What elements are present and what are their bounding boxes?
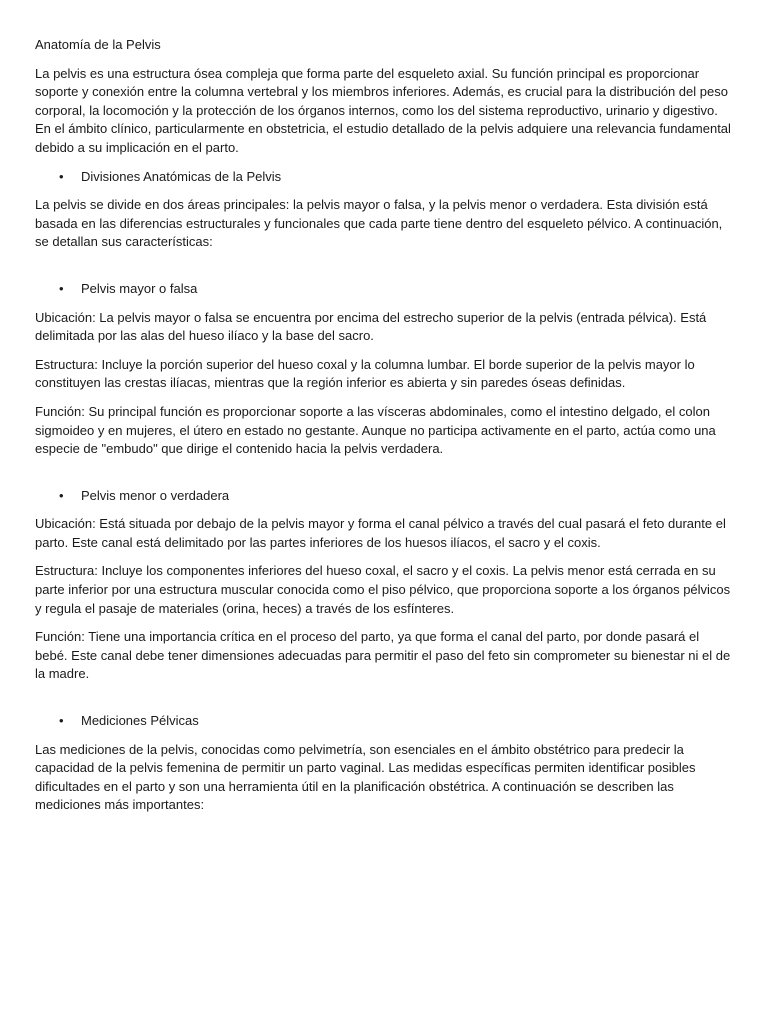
bullet-icon: •: [59, 168, 64, 184]
mayor-ubicacion-paragraph: Ubicación: La pelvis mayor o falsa se encuentra por encima del estrecho superior de la pelvis (entrada pélvica). Está delimitada por las alas del hueso ilíaco y la base del sacro.: [35, 309, 707, 344]
divisiones-paragraph: La pelvis se divide en dos áreas principales: la pelvis mayor o falsa, y la pelvis menor o verdadera. Esta división está basada en las diferencias estructurales y funcionales que cada parte tiene dentro del esqueleto pélvico. A continuación, se detallan sus características:: [35, 197, 723, 250]
document-title: Anatomía de la Pelvis: [35, 37, 161, 52]
bullet-icon: •: [59, 487, 64, 503]
spacer: [35, 262, 735, 280]
document-page: [35, 36, 735, 825]
section-heading-pelvis-mayor: Pelvis mayor o falsa: [81, 280, 198, 296]
spacer: [35, 469, 735, 487]
section-heading-mediciones: Mediciones Pélvicas: [81, 713, 199, 729]
bullet-icon: •: [59, 713, 64, 729]
menor-ubicacion-paragraph: Ubicación: Está situada por debajo de la pelvis mayor y forma el canal pélvico a través del cual pasará el feto durante el parto. Este canal está delimitado por las partes inferiores de los huesos ilíacos, el sacro y el coxis.: [35, 516, 726, 550]
intro-paragraph: La pelvis es una estructura ósea compleja que forma parte del esqueleto axial. Su función principal es proporcionar soporte y conexión entre la columna vertebral y los miembros inferiores. Además, es crucial para la distribución del peso corporal, la locomoción y la protección de los órganos internos, como los del sistema reproductivo, urinario y digestivo. En el ámbito clínico, particularmente en obstetricia, el estudio detallado de la pelvis adquiere una relevancia fundamental debido a su implicación en el parto.: [35, 65, 731, 155]
bullet-pelvis-menor: [35, 487, 735, 506]
mediciones-paragraph: Las mediciones de la pelvis, conocidas como pelvimetría, son esenciales en el ámbito obstétrico para predecir la capacidad de la pelvis femenina de permitir un parto vaginal. Las medidas específicas permiten identificar posibles dificultades en el parto y son una herramienta útil en la planificación obstétrica. A continuación se describen las mediciones más importantes:: [35, 741, 696, 813]
bullet-divisiones: [35, 168, 735, 187]
menor-funcion-paragraph: Función: Tiene una importancia crítica en el proceso del parto, ya que forma el canal del parto, por donde pasará el bebé. Este canal debe tener dimensiones adecuadas para permitir el paso del feto sin comprometer su bienestar ni el de la madre.: [35, 629, 731, 682]
section-heading-pelvis-menor: Pelvis menor o verdadera: [81, 487, 230, 503]
menor-estructura-paragraph: Estructura: Incluye los componentes inferiores del hueso coxal, el sacro y el coxis. La pelvis menor está cerrada en su parte inferior por una estructura muscular conocida como el piso pélvico, que proporciona soporte a los órganos pélvicos y regula el pasaje de materiales (orina, heces) a través de los esfínteres.: [35, 563, 731, 616]
bullet-pelvis-mayor: [35, 280, 735, 299]
bullet-mediciones: [35, 712, 735, 731]
mayor-estructura-paragraph: Estructura: Incluye la porción superior del hueso coxal y la columna lumbar. El borde superior de la pelvis mayor lo constituyen las crestas ilíacas, mientras que la región inferior es abierta y sin paredes óseas definidas.: [35, 356, 695, 391]
spacer: [35, 694, 735, 712]
section-heading-divisiones: Divisiones Anatómicas de la Pelvis: [81, 168, 282, 184]
bullet-icon: •: [59, 280, 64, 296]
mayor-funcion-paragraph: Función: Su principal función es proporcionar soporte a las vísceras abdominales, como el intestino delgado, el colon sigmoideo y en mujeres, el útero en estado no gestante. Aunque no participa activamente en el parto, actúa como una especie de "embudo" que dirige el contenido hacia la pelvis verdadera.: [35, 403, 716, 457]
